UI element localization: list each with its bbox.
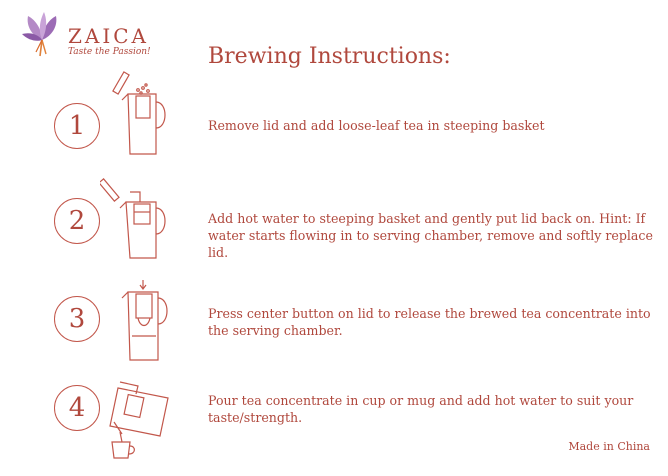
step-2-number: 2	[54, 198, 100, 244]
step-3-pitcher-icon	[112, 278, 182, 364]
step-4-text: Pour tea concentrate in cup or mug and add hot water to suit your taste/strength.	[208, 393, 634, 425]
page-title: Brewing Instructions:	[208, 44, 451, 69]
step-1-pitcher-icon	[108, 66, 178, 158]
step-2-pitcher-icon	[100, 170, 180, 262]
saffron-flower-icon	[18, 10, 66, 58]
brand-name: ZAICA	[68, 24, 149, 48]
brand-tagline: Taste the Passion!	[68, 47, 151, 57]
step-3-text: Press center button on lid to release the brewed tea concentrate into the serving chamber.	[208, 306, 651, 338]
step-1-number: 1	[54, 103, 100, 149]
brand-logo	[18, 10, 178, 60]
step-2-text: Add hot water to steeping basket and gently put lid back on. Hint: If water starts flowing in to serving chamber, remove and softly replace lid.	[208, 211, 653, 260]
step-1-text: Remove lid and add loose-leaf tea in steeping basket	[208, 118, 545, 133]
made-in-label: Made in China	[568, 440, 650, 453]
step-3-number: 3	[54, 296, 100, 342]
step-4-number: 4	[54, 385, 100, 431]
step-4-pitcher-pour-icon	[98, 368, 190, 460]
